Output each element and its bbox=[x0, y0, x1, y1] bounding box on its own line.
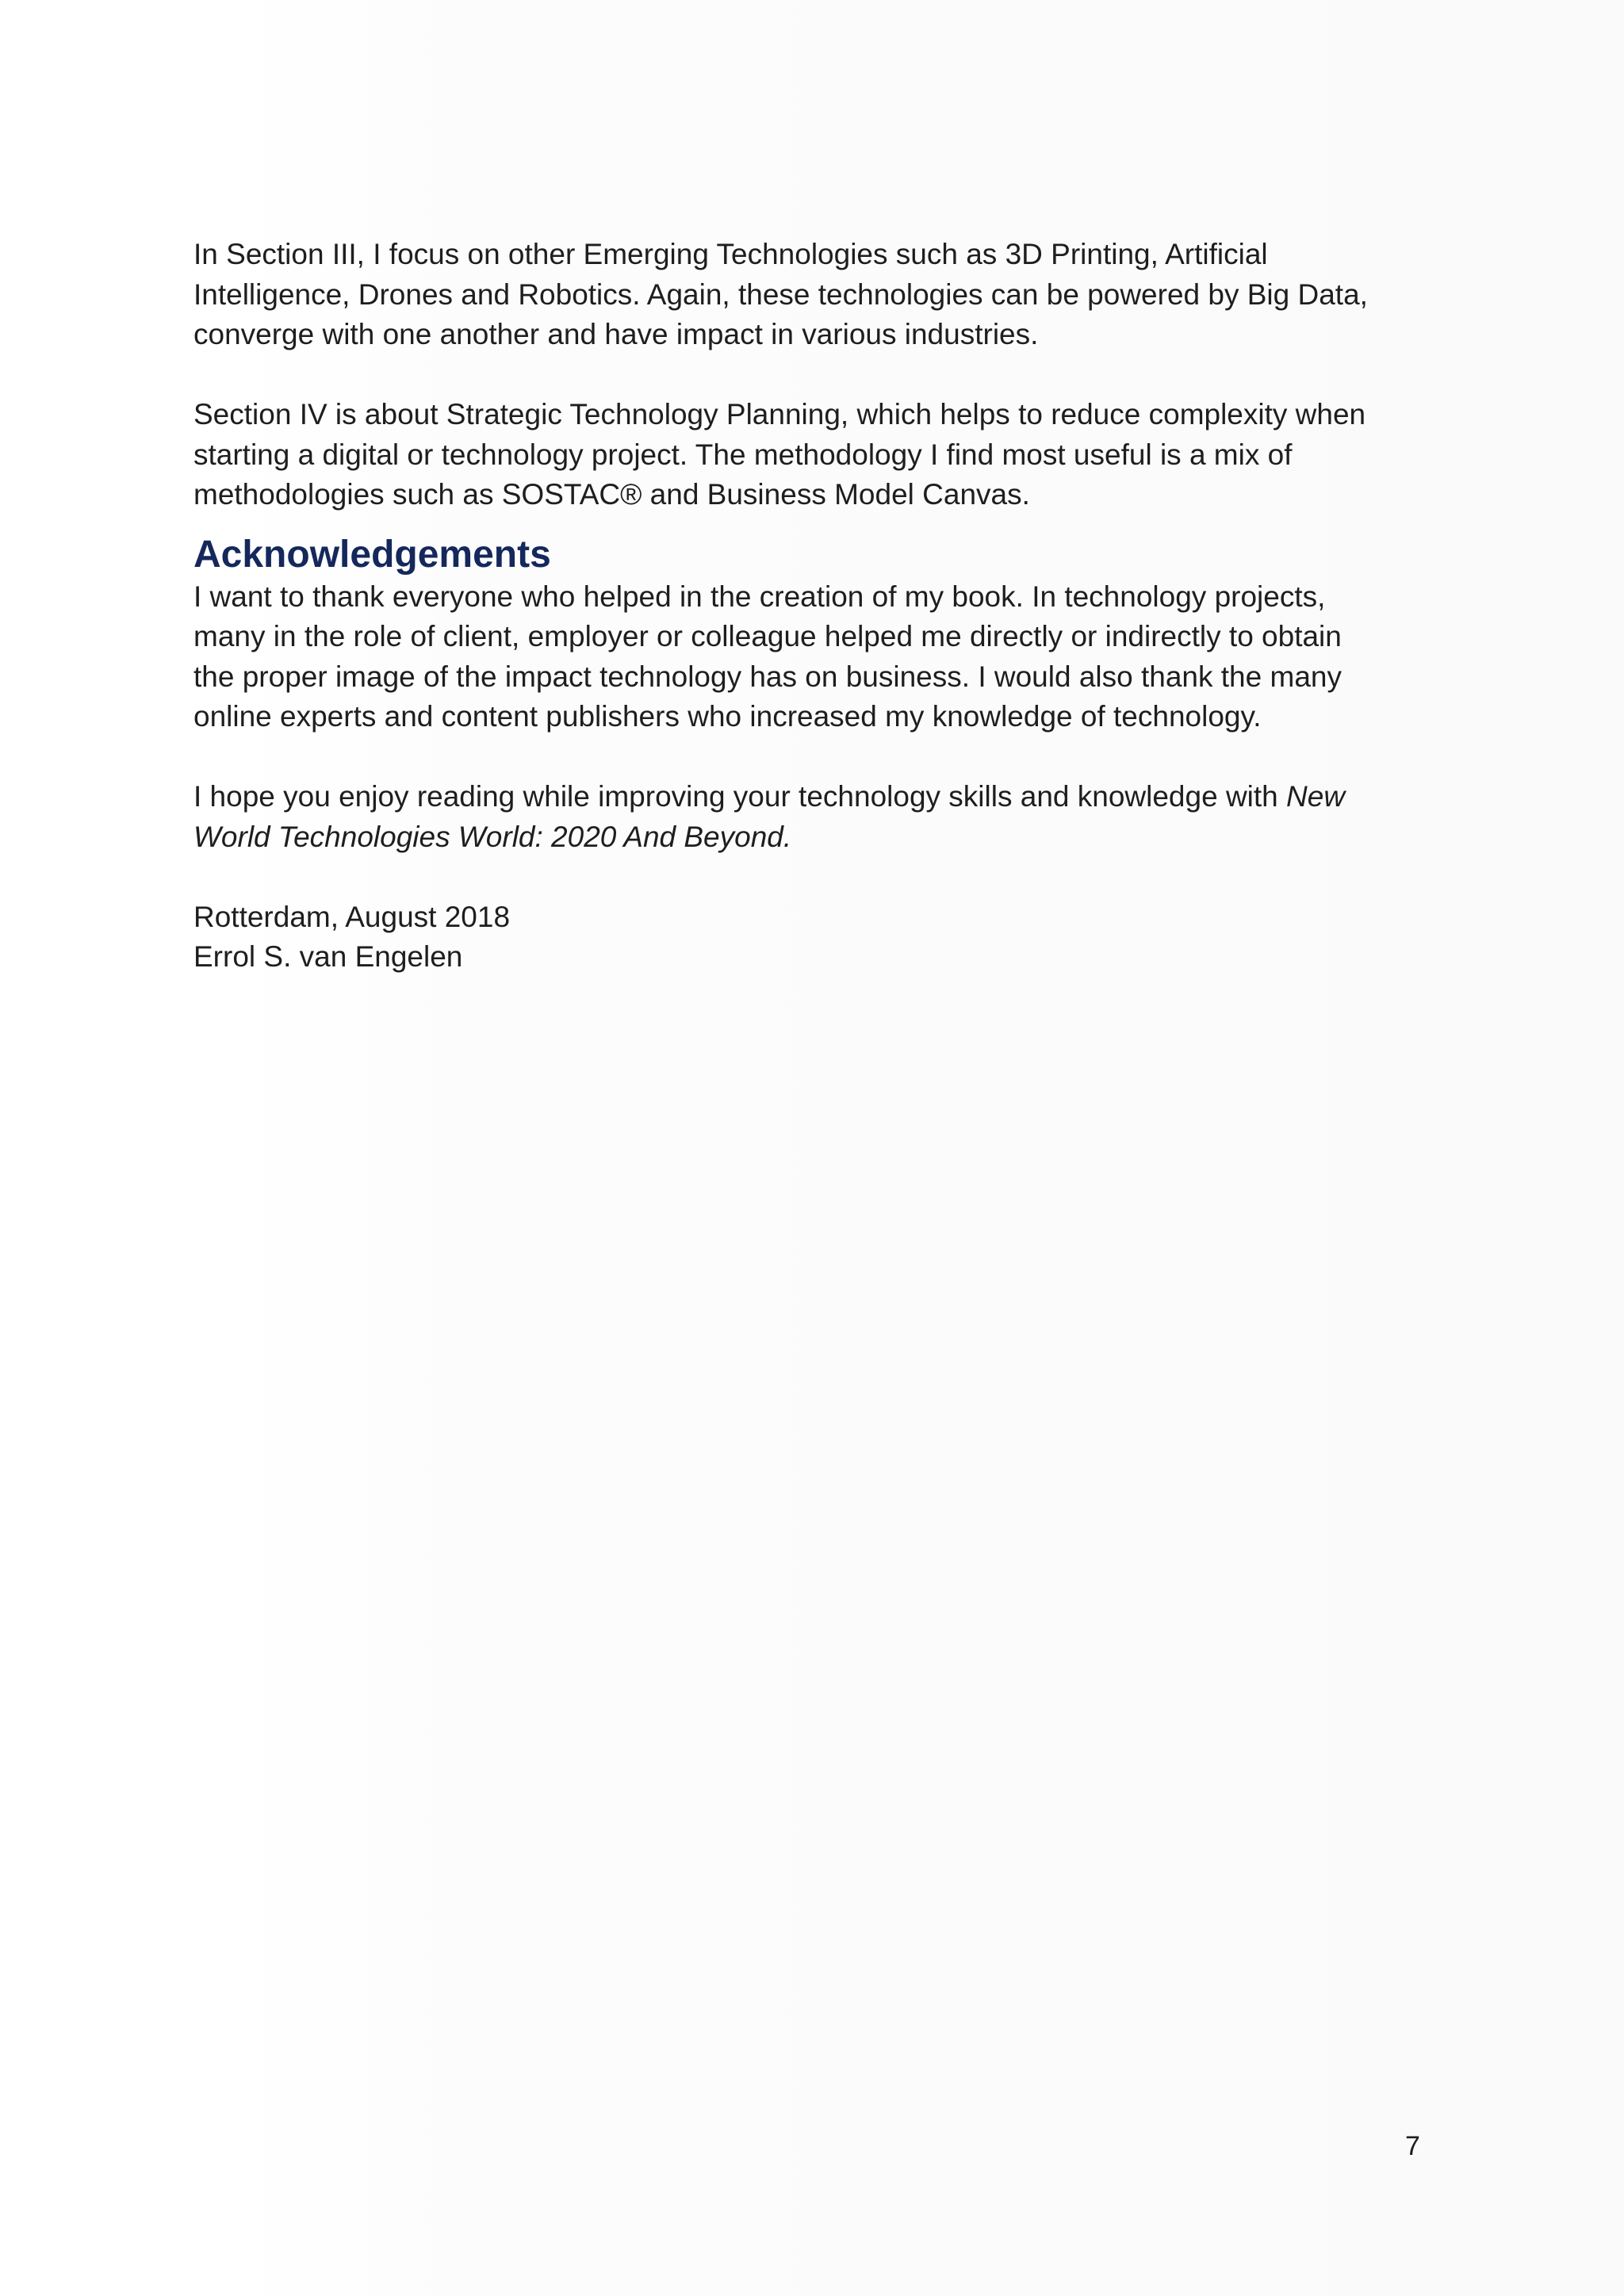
paragraph-gap bbox=[193, 737, 1431, 778]
text-line: In Section III, I focus on other Emerging Technologies such as 3D Printing, Artificial bbox=[193, 238, 1268, 270]
section4-paragraph bbox=[193, 395, 1431, 515]
place-date: Rotterdam, August 2018 bbox=[193, 900, 511, 933]
book-title-part2: World Technologies World: 2020 And Beyond. bbox=[193, 820, 792, 853]
text-line bbox=[193, 777, 1431, 817]
text-line: online experts and content publishers who increased my knowledge of technology. bbox=[193, 700, 1262, 733]
signature-block bbox=[193, 897, 1431, 978]
acknowledgements-heading: Acknowledgements bbox=[193, 533, 551, 576]
closing-paragraph bbox=[193, 777, 1431, 857]
book-title-part1: New bbox=[1286, 780, 1346, 813]
text-line: Section IV is about Strategic Technology Planning, which helps to reduce complexity when bbox=[193, 398, 1366, 430]
page-number: 7 bbox=[1405, 2131, 1420, 2161]
text-line: methodologies such as SOSTAC® and Business Model Canvas. bbox=[193, 478, 1030, 511]
text-line: converge with one another and have impact in various industries. bbox=[193, 318, 1039, 350]
acknowledgements-paragraph bbox=[193, 577, 1431, 737]
text-line: I want to thank everyone who helped in the creation of my book. In technology projects, bbox=[193, 580, 1326, 613]
text-line: many in the role of client, employer or colleague helped me directly or indirectly to obtain bbox=[193, 620, 1342, 652]
text-line: the proper image of the impact technology has on business. I would also thank the many bbox=[193, 660, 1342, 693]
section3-paragraph bbox=[193, 235, 1431, 355]
closing-text: I hope you enjoy reading while improving your technology skills and knowledge with bbox=[193, 780, 1287, 813]
paragraph-gap bbox=[193, 355, 1431, 396]
text-line: Intelligence, Drones and Robotics. Again, these technologies can be powered by Big Data, bbox=[193, 277, 1368, 311]
page-content bbox=[193, 235, 1431, 978]
author-name: Errol S. van Engelen bbox=[193, 940, 463, 973]
paragraph-gap bbox=[193, 857, 1431, 897]
text-line: starting a digital or technology project. The methodology I find most useful is a mix of bbox=[193, 438, 1293, 471]
